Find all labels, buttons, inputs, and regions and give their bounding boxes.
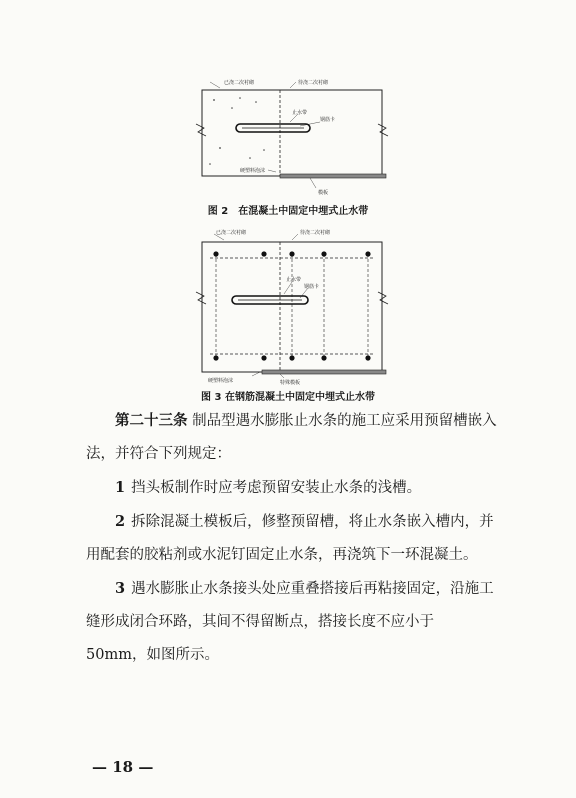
item-number: 2	[115, 513, 126, 530]
list-item	[86, 471, 498, 505]
item-text: 拆除混凝土模板后，修整预留槽，将止水条嵌入槽内，并用配套的胶粘剂或水泥钉固定止水条，再浇筑下一环混凝土。	[86, 514, 494, 563]
label-clamp: 钢筋卡	[320, 117, 336, 123]
label-hard-foam: 硬塑料泡沫	[240, 168, 266, 174]
figure-3-caption: 图 3 在钢筋混凝土中固定中埋式止水带	[201, 392, 375, 403]
label-hard-foam: 硬塑料泡沫	[208, 378, 234, 384]
label-formwork: 模板	[318, 190, 329, 196]
article-intro-text: 制品型遇水膨胀止水条的施工应采用预留槽嵌入法，并符合下列规定：	[86, 413, 497, 462]
label-to-pour: 待浇二次衬砌	[298, 80, 329, 86]
page-number: — 18 —	[92, 758, 154, 776]
article-intro	[86, 404, 498, 471]
item-text: 挡头板制作时应考虑预留安装止水条的浅槽。	[131, 480, 422, 496]
label-to-pour: 待浇二次衬砌	[300, 230, 331, 236]
item-text: 遇水膨胀止水条接头处应重叠搭接后再粘接固定，沿施工缝形成闭合环路，其间不得留断点，搭接长度不应小于 50mm，如图所示。	[86, 581, 494, 663]
label-special-form: 特殊模板	[280, 380, 301, 386]
figure-3-diagram	[180, 226, 410, 386]
label-waterstop: 止水带	[286, 277, 302, 283]
item-number: 3	[115, 580, 126, 597]
label-poured: 已浇二次衬砌	[216, 230, 247, 236]
item-number: 1	[115, 479, 126, 496]
figure-2-diagram	[180, 78, 410, 200]
figure-2-caption: 图 2 在混凝土中固定中埋式止水带	[207, 206, 369, 217]
article-title: 第二十三条	[115, 412, 188, 429]
label-waterstop: 止水带	[292, 110, 308, 116]
article-body	[86, 404, 498, 672]
list-item	[86, 572, 498, 672]
list-item	[86, 505, 498, 572]
label-clamp: 钢筋卡	[304, 284, 320, 290]
label-poured: 已浇二次衬砌	[224, 80, 255, 86]
